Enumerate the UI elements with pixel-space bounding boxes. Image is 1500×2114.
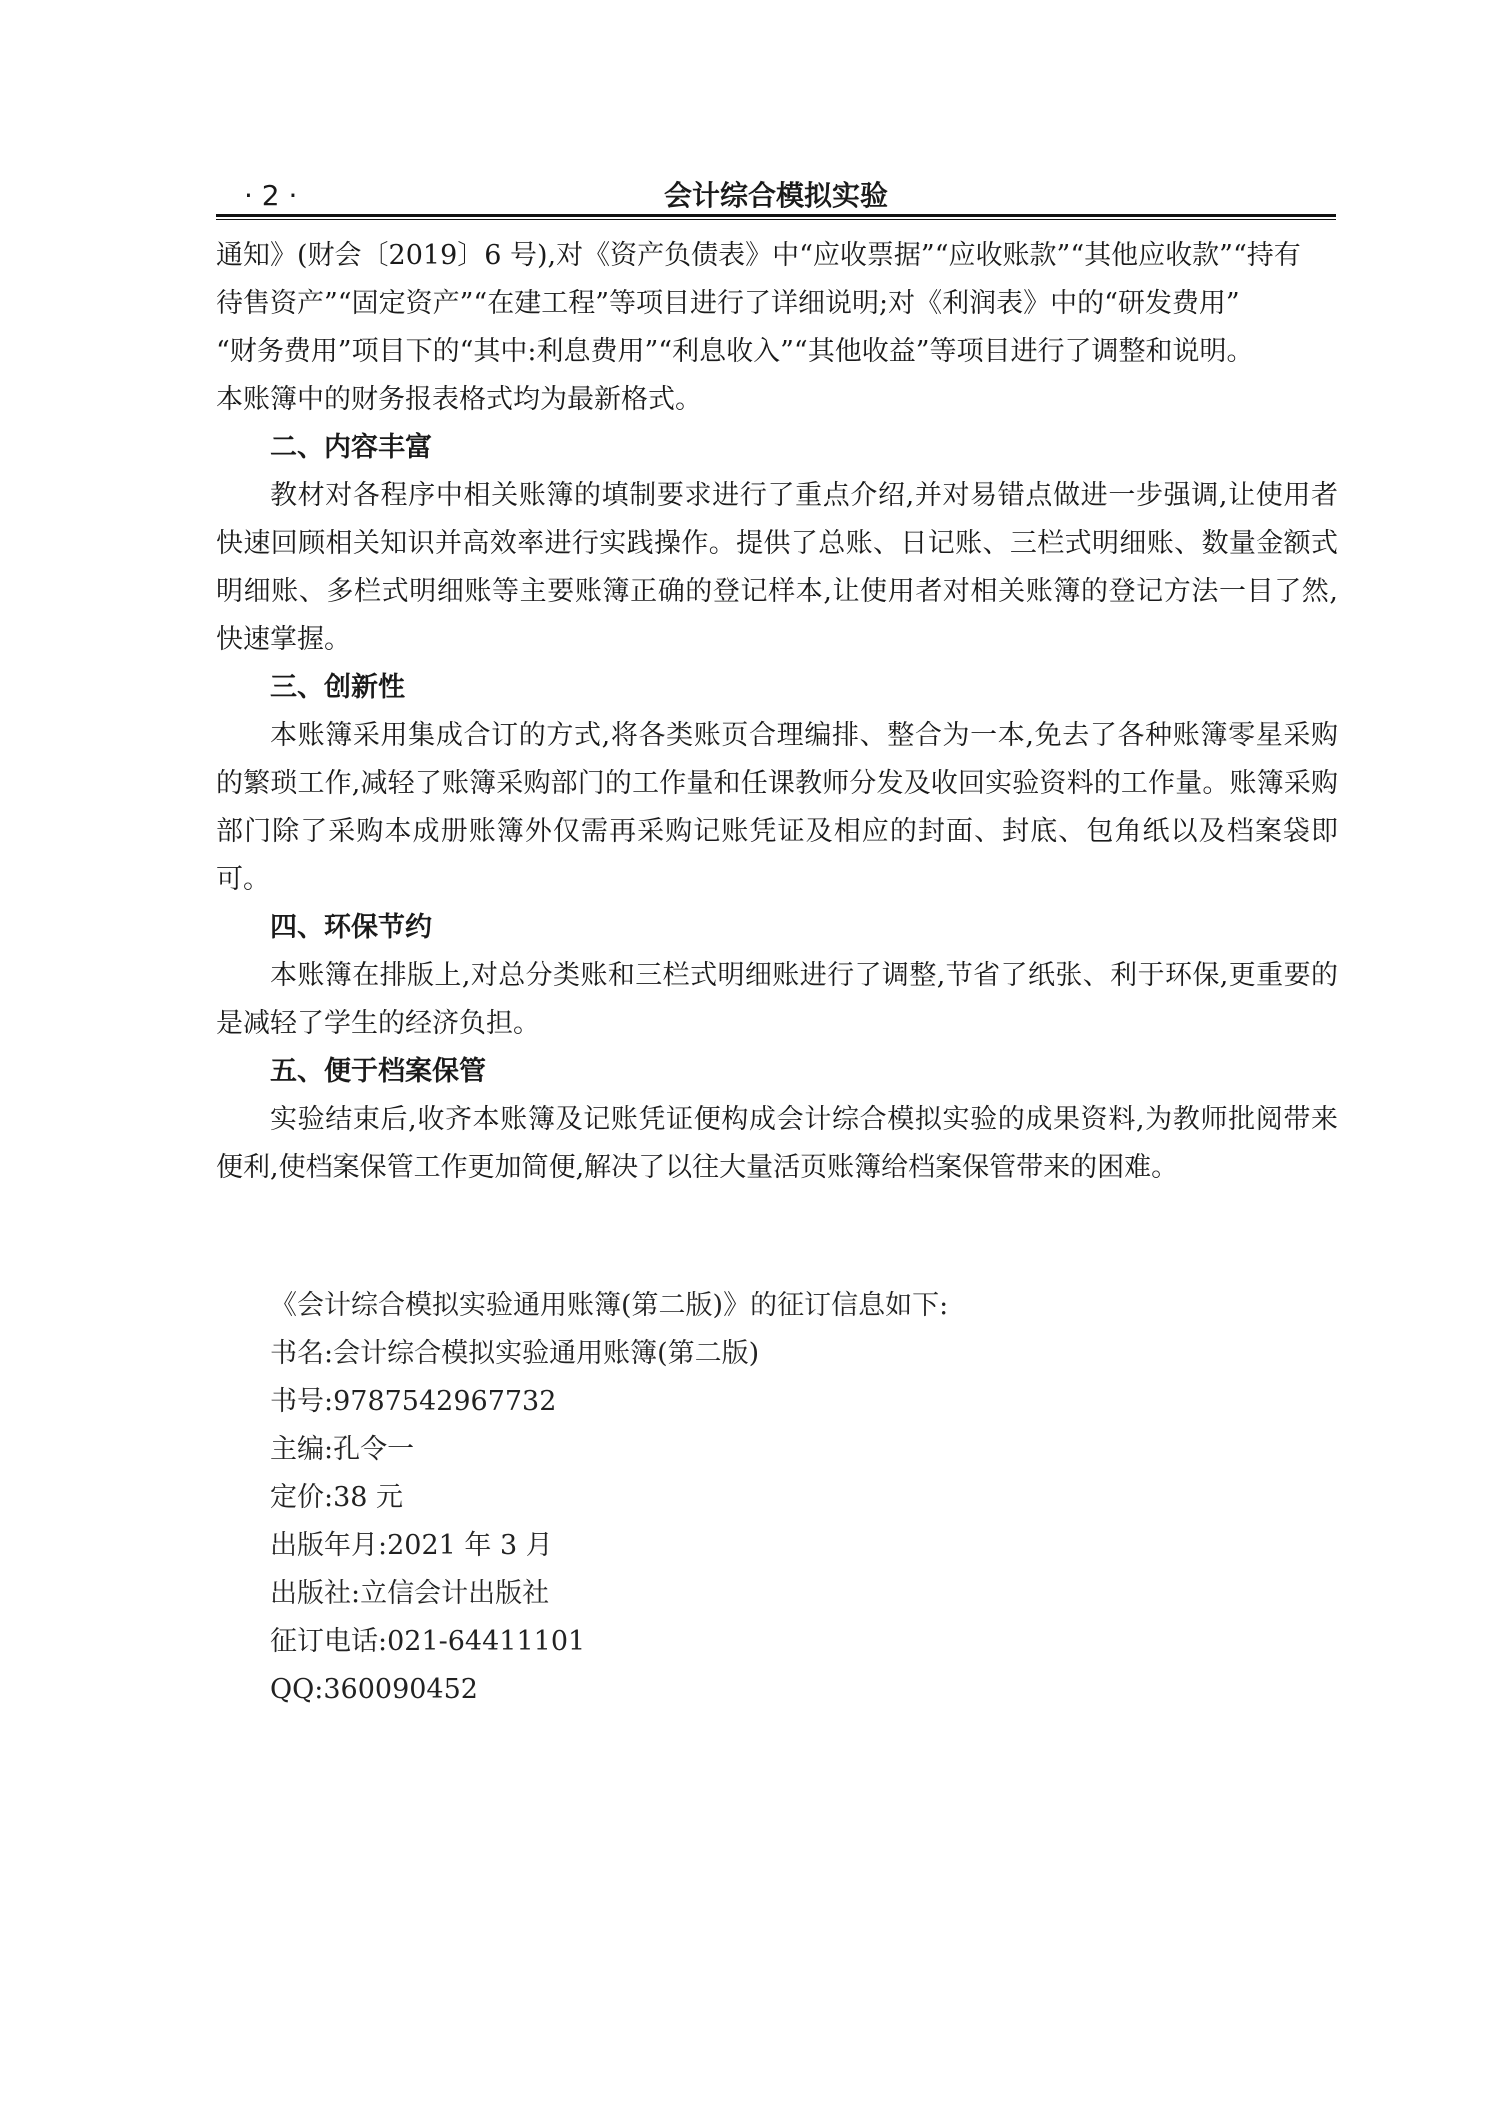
- isbn: 书号:9787542967732: [270, 1386, 557, 1417]
- running-title: 会计综合模拟实验: [663, 179, 888, 212]
- intro-line: “财务费用”项目下的“其中:利息费用”“利息收入”“其他收益”等项目进行了调整和说明。: [216, 336, 1254, 367]
- intro-line: 本账簿中的财务报表格式均为最新格式。: [216, 384, 702, 415]
- order-info: [270, 1282, 1330, 1714]
- section-paragraph: 实验结束后,收齐本账簿及记账凭证便构成会计综合模拟实验的成果资料,为教师批阅带来便利,使档案保管工作更加简便,解决了以往大量活页账簿给档案保管带来的困难。: [216, 1104, 1338, 1183]
- section-heading: 四、环保节约: [270, 912, 432, 943]
- page-header: [216, 178, 1336, 214]
- section-heading: 五、便于档案保管: [270, 1056, 486, 1087]
- publication-date: 出版年月:2021 年 3 月: [270, 1530, 553, 1561]
- section-heading: 二、内容丰富: [270, 432, 432, 463]
- qq-number: QQ:360090452: [270, 1674, 478, 1705]
- header-rule-thick: [216, 214, 1336, 217]
- order-phone: 征订电话:021-64411101: [270, 1626, 586, 1657]
- section-paragraph: 本账簿采用集成合订的方式,将各类账页合理编排、整合为一本,免去了各种账簿零星采购的繁琐工作,减轻了账簿采购部门的工作量和任课教师分发及收回实验资料的工作量。账簿采购部门除了采购本成册账簿外仅需再采购记账凭证及相应的封面、封底、包角纸以及档案袋即可。: [216, 720, 1338, 895]
- body-text: [216, 232, 1338, 1192]
- intro-line: 待售资产”“固定资产”“在建工程”等项目进行了详细说明;对《利润表》中的“研发费用”: [216, 288, 1240, 319]
- publisher: 出版社:立信会计出版社: [270, 1578, 550, 1609]
- section-paragraph: 本账簿在排版上,对总分类账和三栏式明细账进行了调整,节省了纸张、利于环保,更重要的是减轻了学生的经济负担。: [216, 960, 1338, 1039]
- intro-line: 通知》(财会〔2019〕6 号),对《资产负债表》中“应收票据”“应收账款”“其他应收款”“持有: [216, 240, 1301, 271]
- price: 定价:38 元: [270, 1482, 404, 1513]
- book-name: 书名:会计综合模拟实验通用账簿(第二版): [270, 1338, 760, 1369]
- order-intro: 《会计综合模拟实验通用账簿(第二版)》的征订信息如下:: [270, 1290, 949, 1321]
- header-rule-thin: [216, 219, 1336, 220]
- section-heading: 三、创新性: [270, 672, 405, 703]
- section-paragraph: 教材对各程序中相关账簿的填制要求进行了重点介绍,并对易错点做进一步强调,让使用者快速回顾相关知识并高效率进行实践操作。提供了总账、日记账、三栏式明细账、数量金额式明细账、多栏式明细账等主要账簿正确的登记样本,让使用者对相关账簿的登记方法一目了然,快速掌握。: [216, 480, 1338, 655]
- page-number: · 2 ·: [244, 179, 298, 212]
- editor: 主编:孔令一: [270, 1434, 415, 1465]
- intro-paragraph: [216, 232, 1338, 424]
